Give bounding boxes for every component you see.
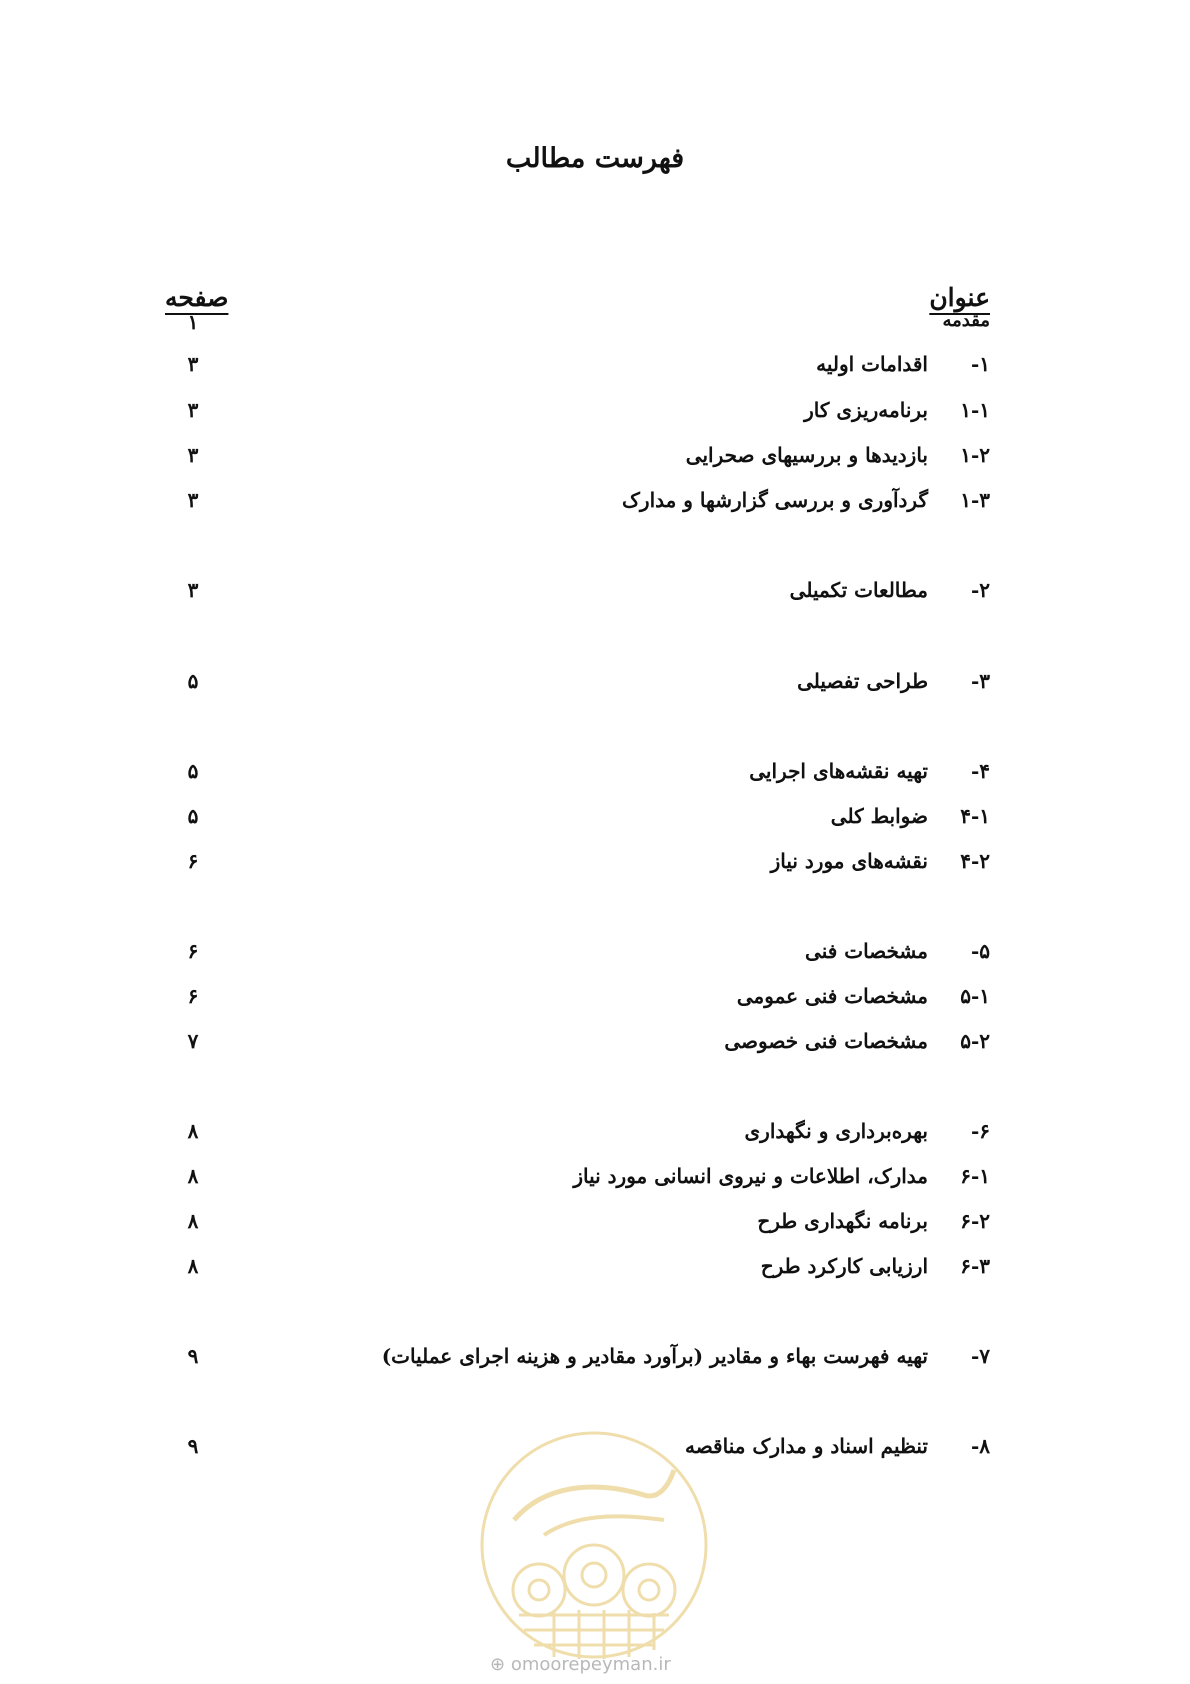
toc-entry-number: ۱-۳ bbox=[960, 488, 990, 512]
column-header-page: صفحه bbox=[165, 283, 229, 312]
toc-entry-page: ۶ bbox=[187, 939, 199, 963]
toc-entry-label: ضوابط کلی bbox=[830, 804, 928, 828]
toc-entry-number: ۱-۱ bbox=[960, 398, 990, 422]
toc-entry-label: نقشه‌های مورد نیاز bbox=[770, 849, 928, 873]
toc-entry[interactable] bbox=[0, 1254, 1190, 1288]
toc-entry-label: مطالعات تکمیلی bbox=[789, 578, 928, 602]
toc-entry-number: ۴-۱ bbox=[960, 804, 990, 828]
toc-entry-number: ۶- bbox=[970, 1119, 990, 1143]
toc-entry[interactable] bbox=[0, 984, 1190, 1018]
toc-entry-page: ۸ bbox=[187, 1209, 199, 1233]
toc-entry-number: ۵- bbox=[970, 939, 990, 963]
toc-entry-page: ۳ bbox=[187, 443, 199, 467]
globe-icon: ⊕ bbox=[490, 1654, 506, 1675]
column-header-title: عنوان bbox=[929, 283, 990, 312]
watermark-logo-icon bbox=[474, 1425, 714, 1665]
toc-entry-number: ۵-۲ bbox=[960, 1029, 990, 1053]
toc-entry-label: تنظیم اسناد و مدارک مناقصه bbox=[684, 1434, 928, 1458]
toc-entry-label: مشخصات فنی عمومی bbox=[736, 984, 928, 1008]
toc-entry-number: ۱-۲ bbox=[960, 443, 990, 467]
toc-entry[interactable] bbox=[0, 1119, 1190, 1153]
toc-entry-page: ۸ bbox=[187, 1254, 199, 1278]
toc-entry-label: ارزیابی کارکرد طرح bbox=[760, 1254, 928, 1278]
toc-entry-label: مدارک، اطلاعات و نیروی انسانی مورد نیاز bbox=[573, 1164, 928, 1188]
toc-entry-label: گردآوری و بررسی گزارشها و مدارک bbox=[622, 488, 928, 512]
toc-entry[interactable] bbox=[0, 578, 1190, 612]
toc-entry-page: ۷ bbox=[187, 1029, 199, 1053]
toc-entry-number: ۶-۳ bbox=[960, 1254, 990, 1278]
watermark-site bbox=[490, 1654, 710, 1675]
toc-entry-label: اقدامات اولیه bbox=[816, 352, 928, 376]
toc-entry-label: طراحی تفصیلی bbox=[797, 669, 928, 693]
toc-entry-label: تهیه نقشه‌های اجرایی bbox=[749, 759, 928, 783]
toc-entry-number: ۱- bbox=[970, 352, 990, 376]
toc-entry-page: ۹ bbox=[187, 1344, 199, 1368]
toc-entry-page: ۶ bbox=[187, 849, 199, 873]
toc-entry-page: ۵ bbox=[187, 804, 199, 828]
toc-entry[interactable] bbox=[0, 669, 1190, 703]
toc-entry-page: ۳ bbox=[187, 488, 199, 512]
toc-entry-introduction[interactable] bbox=[0, 310, 1190, 344]
toc-entry[interactable] bbox=[0, 1344, 1190, 1378]
toc-entry[interactable] bbox=[0, 1164, 1190, 1198]
toc-entry-label: تهیه فهرست بهاء و مقادیر (برآورد مقادیر و هزینه اجرای عملیات) bbox=[381, 1344, 928, 1368]
toc-entry-page: ۳ bbox=[187, 352, 199, 376]
toc-entry-number: ۸- bbox=[970, 1434, 990, 1458]
toc-entry[interactable] bbox=[0, 352, 1190, 386]
toc-entry[interactable] bbox=[0, 398, 1190, 432]
toc-entry-page: ۱ bbox=[187, 310, 199, 334]
toc-entry-page: ۸ bbox=[187, 1119, 199, 1143]
toc-entry-page: ۶ bbox=[187, 984, 199, 1008]
toc-entry-number: ۶-۱ bbox=[960, 1164, 990, 1188]
toc-entry-page: ۵ bbox=[187, 759, 199, 783]
toc-entry-label: برنامه‌ریزی کار bbox=[804, 398, 928, 422]
toc-entry-page: ۵ bbox=[187, 669, 199, 693]
toc-entry[interactable] bbox=[0, 759, 1190, 793]
toc-entry-page: ۹ bbox=[187, 1434, 199, 1458]
toc-entry-number: ۲- bbox=[970, 578, 990, 602]
toc-entry[interactable] bbox=[0, 804, 1190, 838]
toc-entry-label: مشخصات فنی خصوصی bbox=[724, 1029, 928, 1053]
toc-entry[interactable] bbox=[0, 488, 1190, 522]
toc-entry-page: ۸ bbox=[187, 1164, 199, 1188]
toc-entry-page: ۳ bbox=[187, 398, 199, 422]
toc-entry-label: مقدمه bbox=[942, 310, 990, 331]
toc-entry[interactable] bbox=[0, 1029, 1190, 1063]
toc-entry-label: برنامه نگهداری طرح bbox=[757, 1209, 928, 1233]
toc-entry[interactable] bbox=[0, 939, 1190, 973]
toc-entry[interactable] bbox=[0, 443, 1190, 477]
toc-entry-page: ۳ bbox=[187, 578, 199, 602]
page-title: فهرست مطالب bbox=[505, 143, 685, 174]
toc-entry-label: بازدیدها و بررسیهای صحرایی bbox=[685, 443, 928, 467]
toc-entry[interactable] bbox=[0, 1209, 1190, 1243]
toc-entry-label: مشخصات فنی bbox=[805, 939, 928, 963]
toc-entry-number: ۵-۱ bbox=[960, 984, 990, 1008]
toc-entry-number: ۴- bbox=[970, 759, 990, 783]
toc-entry-number: ۳- bbox=[970, 669, 990, 693]
toc-entry[interactable] bbox=[0, 849, 1190, 883]
toc-entry-number: ۶-۲ bbox=[960, 1209, 990, 1233]
watermark-site-text: omoorepeyman.ir bbox=[510, 1654, 671, 1675]
toc-entry-number: ۷- bbox=[970, 1344, 990, 1368]
toc-entry-number: ۴-۲ bbox=[960, 849, 990, 873]
toc-entry-label: بهره‌برداری و نگهداری bbox=[744, 1119, 928, 1143]
